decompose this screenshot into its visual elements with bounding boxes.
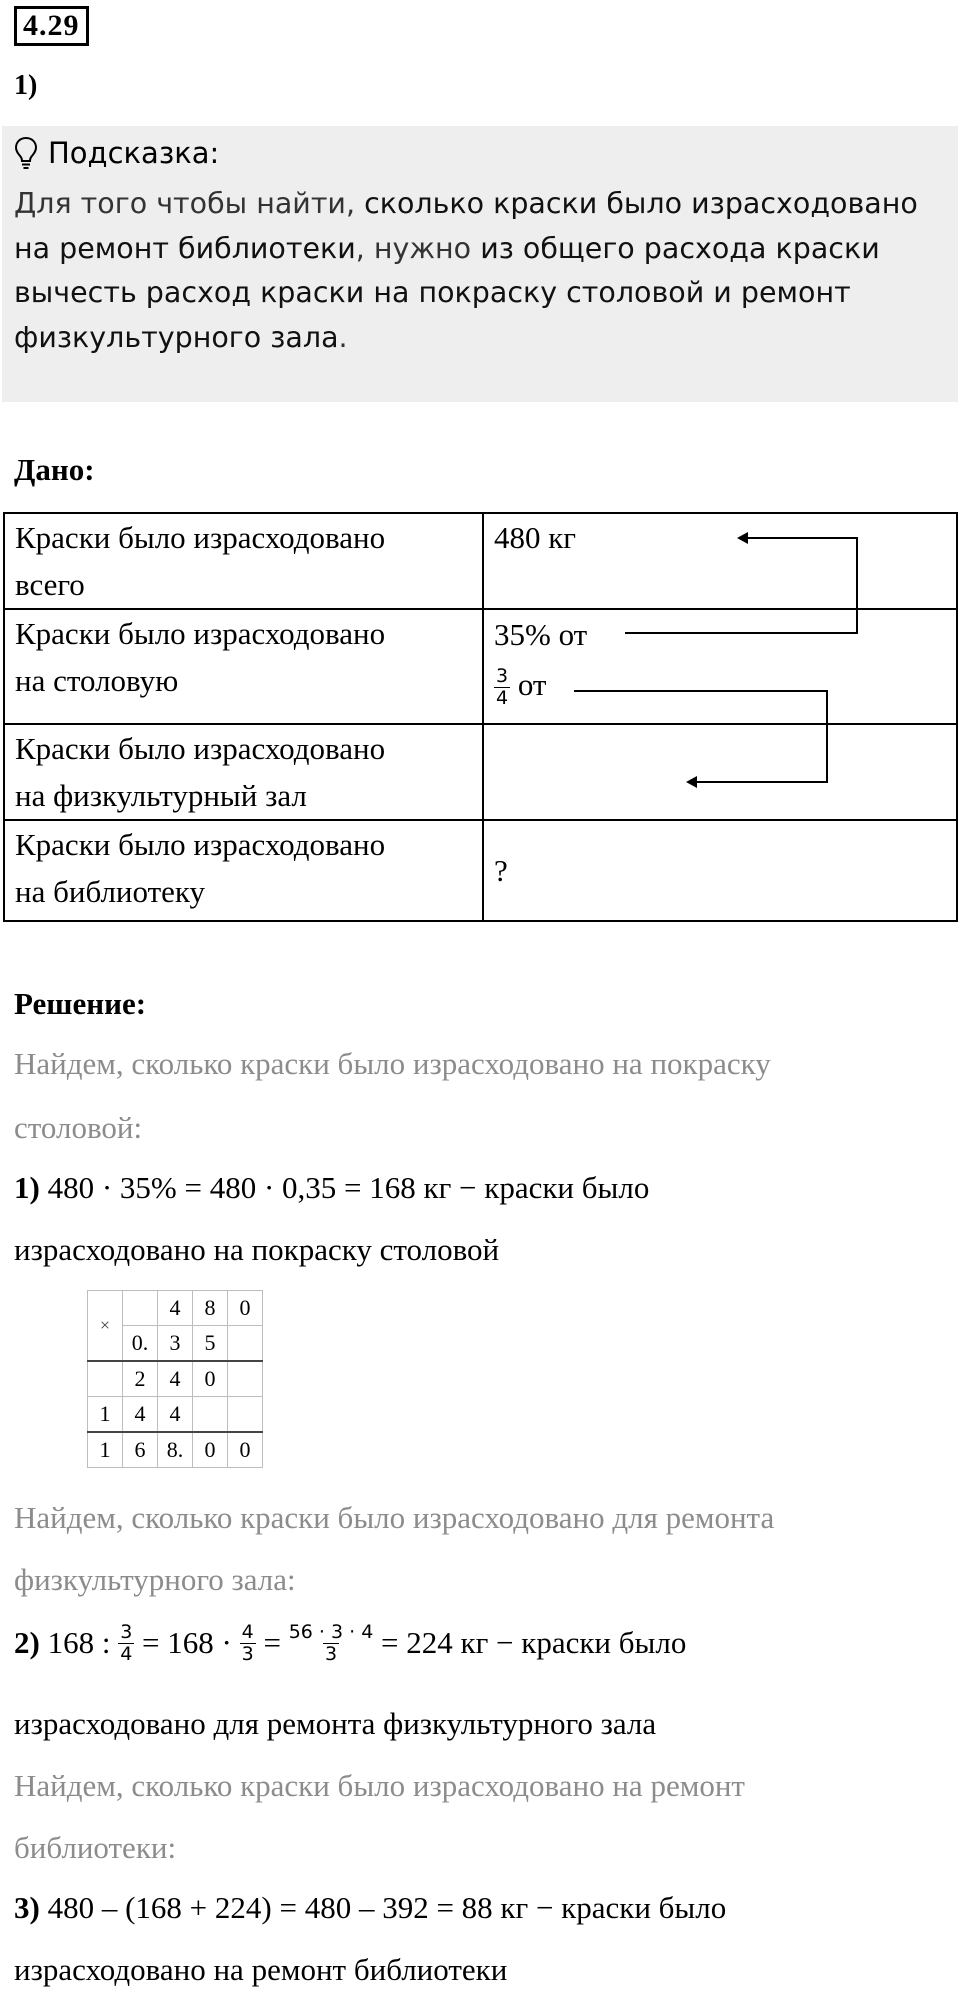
- step3-line: 3) 480 – (168 + 224) = 480 – 392 = 88 кг − краски было: [14, 1890, 727, 1925]
- given-arrows: [0, 0, 960, 960]
- hint-text-emphasis: сколько краски было израсходовано на ремонт библиотеки: [14, 187, 918, 265]
- calc-row: 2 4 0: [88, 1361, 263, 1397]
- task-number: 4.29: [14, 6, 89, 46]
- arrow-fraction-to-gym: [574, 691, 827, 782]
- hint-title-text: Подсказка:: [48, 136, 220, 170]
- solution-heading: Решение:: [14, 986, 147, 1021]
- given-label: Краски было израсходовано всего: [4, 513, 483, 609]
- step2-line: израсходовано для ремонта физкультурного зала: [14, 1706, 657, 1741]
- given-label: Краски было израсходовано на библиотеку: [4, 820, 483, 921]
- given-label: Краски было израсходовано на физкультурный зал: [4, 724, 483, 820]
- arrowhead-icon: [686, 776, 697, 788]
- step2-note: Найдем, сколько краски было израсходовано для ремонта: [14, 1500, 775, 1535]
- calc-row: 1 6 8. 0 0: [88, 1432, 263, 1468]
- fraction: $\frac{3}{4}$: [496, 665, 509, 710]
- step1-note: столовой:: [14, 1110, 143, 1145]
- step2-line: 2) 168 : $\frac{3}{4}$ = 168 · $\frac{4}{3}$ = $\frac{56 \cdot 3 \cdot 4}{3}$ = 224 кг − краски было: [14, 1620, 687, 1665]
- given-value: ?: [483, 820, 957, 921]
- arrowhead-icon: [737, 532, 748, 544]
- calc-row: 1 4 4: [88, 1397, 263, 1433]
- given-value: 35% от $\frac{3}{4}$ от: [483, 609, 957, 724]
- arrow-percent-to-total: [625, 538, 857, 633]
- calc-row: 0. 3 5: [88, 1326, 263, 1362]
- multiplication-grid: [87, 1290, 263, 1468]
- step3-note: Найдем, сколько краски было израсходовано на ремонт: [14, 1768, 745, 1803]
- given-label: Краски было израсходовано на столовую: [4, 609, 483, 724]
- fraction: $\frac{4}{3}$: [241, 1620, 254, 1665]
- step2-note: физкультурного зала:: [14, 1562, 296, 1597]
- step3-line: израсходовано на ремонт библиотеки: [14, 1952, 508, 1987]
- hint-text-part: Для того чтобы найти,: [14, 187, 365, 220]
- given-value: 480 кг: [483, 513, 957, 609]
- fraction: $\frac{3}{4}$: [120, 1620, 133, 1665]
- fraction: $\frac{56 \cdot 3 \cdot 4}{3}$: [288, 1620, 374, 1665]
- given-heading: Дано:: [14, 452, 95, 487]
- calc-row: × 4 8 0: [88, 1291, 263, 1326]
- step1-line: 1) 480 · 35% = 480 · 0,35 = 168 кг − краски было: [14, 1170, 650, 1205]
- hint-text-part: .: [338, 320, 348, 354]
- step1-note: Найдем, сколько краски было израсходовано на покраску: [14, 1046, 771, 1081]
- part-number: 1): [14, 70, 38, 101]
- step1-line: израсходовано на покраску столовой: [14, 1232, 500, 1267]
- hint-text-part: , нужно: [355, 231, 481, 265]
- step3-note: библиотеки:: [14, 1830, 177, 1865]
- hint-text-emphasis: из общего расхода краски вычесть расход краски на покраску столовой и ремонт физкультурного зала: [14, 231, 880, 354]
